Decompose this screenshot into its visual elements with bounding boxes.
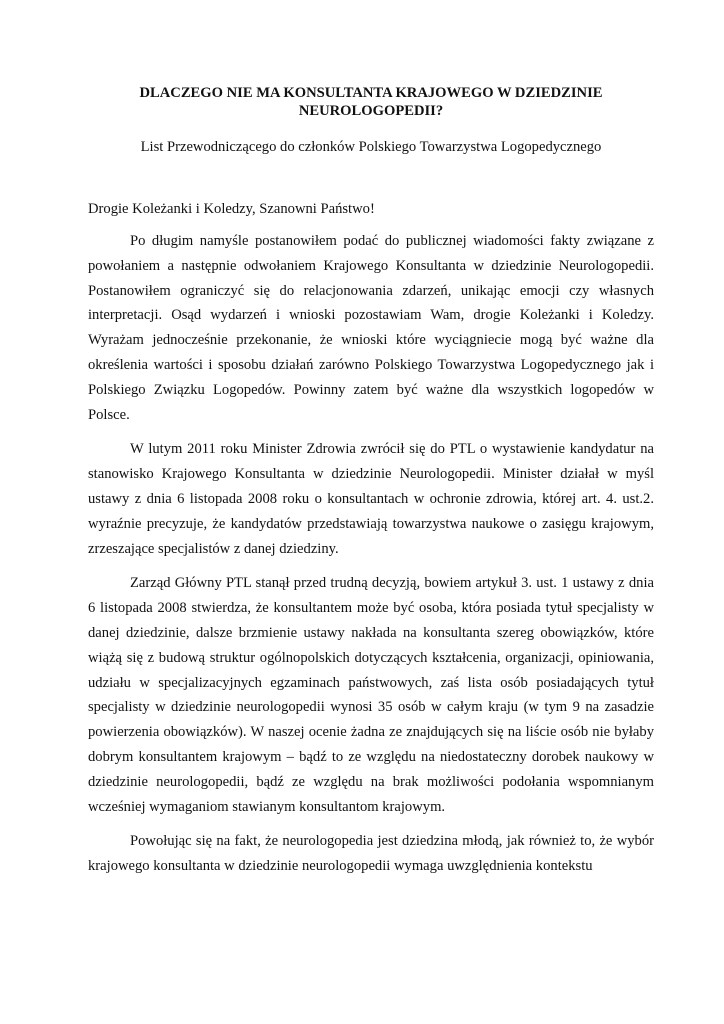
greeting: Drogie Koleżanki i Koledzy, Szanowni Państwo! — [88, 201, 375, 217]
document-title: DLACZEGO NIE MA KONSULTANTA KRAJOWEGO W DZIEDZINIE NEUROLOGOPEDII? — [139, 85, 603, 119]
paragraph: Po długim namyśle postanowiłem podać do publicznej wiadomości fakty związane z powołaniem a następnie odwołaniem Krajowego Konsultanta w dziedzinie Neurologopedii. Postanowiłem ograniczyć się do relacjonowania zdarzeń, unikając emocji czy własnych interpretacji. Osąd wydarzeń i wnioski pozostawiam Wam, drogie Koleżanki i Koledzy. Wyrażam jednocześnie przekonanie, że wnioski które wyciągniecie mogą być ważne dla określenia wartości i sposobu działań zarówno Polskiego Towarzystwa Logopedycznego jak i Polskiego Związku Logopedów. Powinny zatem być ważne dla wszystkich logopedów w Polsce. — [88, 233, 654, 423]
paragraph: Powołując się na fakt, że neurologopedia jest dziedzina młodą, jak również to, że wybór krajowego konsultanta w dziedzinie neurologopedii wymaga uwzględnienia kontekstu — [88, 833, 654, 875]
paragraph: Zarząd Główny PTL stanął przed trudną decyzją, bowiem artykuł 3. ust. 1 ustawy z dnia 6 listopada 2008 stwierdza, że konsultantem może być osoba, która posiada tytuł specjalisty w danej dziedzinie, dalsze brzmienie ustawy nakłada na konsultanta szereg obowiązków, które wiążą się z budową struktur ogólnopolskich dotyczących kształcenia, organizacji, opiniowania, udziału w specjalizacyjnych egzaminach państwowych, zaś lista osób posiadających tytuł specjalisty w dziedzinie neurologopedii wynosi 35 osób w całym kraju (w tym 9 na zasadzie powierzenia obowiązków). W naszej ocenie żadna ze znajdujących się na liście osób nie byłaby dobrym konsultantem krajowym – bądź to ze względu na niedostateczny dorobek naukowy w dziedzinie neurologopedii, bądź ze względu na brak możliwości podołania wspomnianym wcześniej wymaganiom stawianym konsultantom krajowym. — [88, 575, 654, 815]
document-page — [88, 84, 654, 879]
paragraph: W lutym 2011 roku Minister Zdrowia zwrócił się do PTL o wystawienie kandydatur na stanowisko Krajowego Konsultanta w dziedzinie Neurologopedii. Minister działał w myśl ustawy z dnia 6 listopada 2008 roku o konsultantach w ochronie zdrowia, której art. 4. ust.2. wyraźnie precyzuje, że kandydatów przedstawiają towarzystwa naukowe o zasięgu krajowym, zrzeszające specjalistów z danej dziedziny. — [88, 441, 654, 557]
document-subtitle: List Przewodniczącego do członków Polskiego Towarzystwa Logopedycznego — [140, 139, 602, 155]
